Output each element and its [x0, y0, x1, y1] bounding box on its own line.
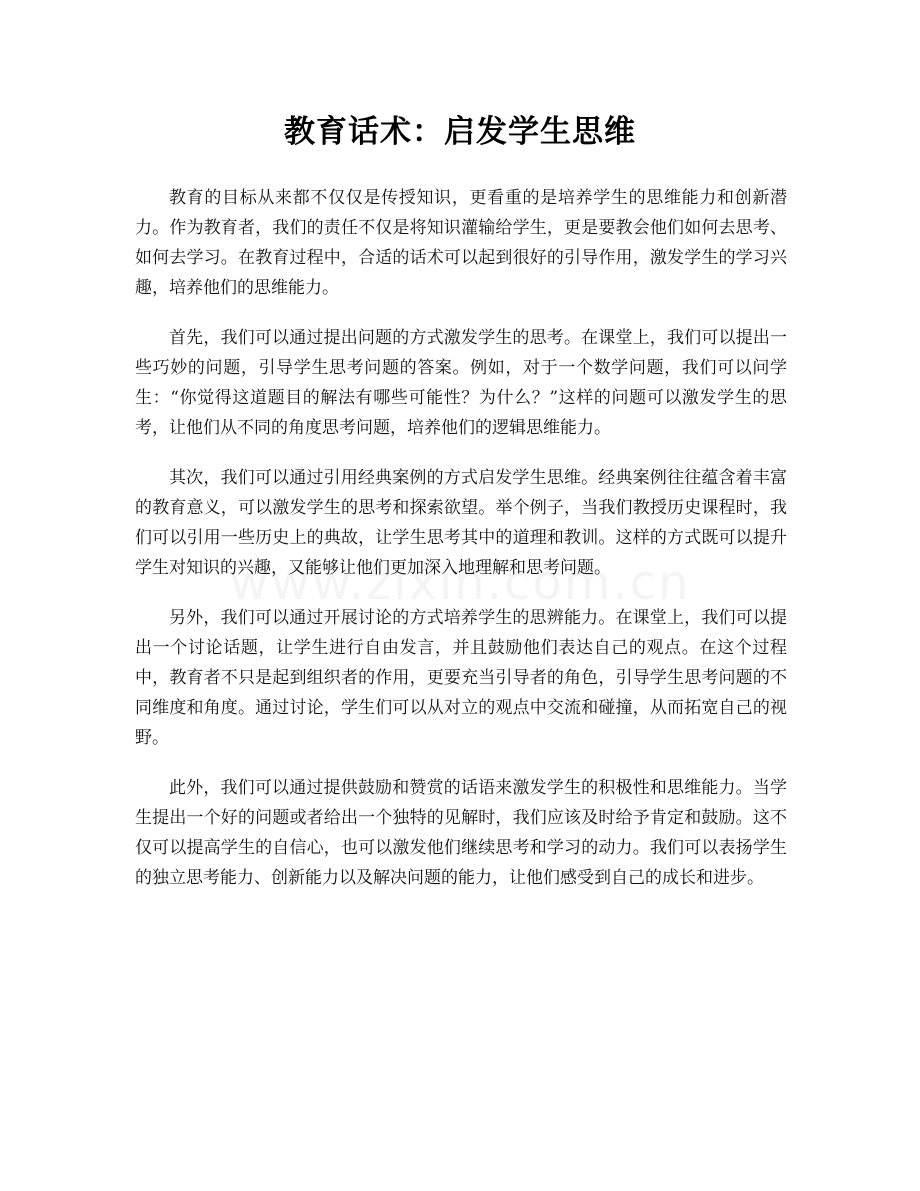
paragraph-4: 另外，我们可以通过开展讨论的方式培养学生的思辨能力。在课堂上，我们可以提出一个讨论话题，让学生进行自由发言，并且鼓励他们表达自己的观点。在这个过程中，教育者不只是起到组织者的作用，更要充当引导者的角色，引导学生思考问题的不同维度和角度。通过讨论，学生们可以从对立的观点中交流和碰撞，从而拓宽自己的视野。 [135, 608, 787, 748]
document-body [135, 183, 787, 913]
document-title: 教育话术：启发学生思维 [284, 114, 636, 150]
paragraph-3: 其次，我们可以通过引用经典案例的方式启发学生思维。经典案例往往蕴含着丰富的教育意义，可以激发学生的思考和探索欲望。举个例子，当我们教授历史课程时，我们可以引用一些历史上的典故，让学生思考其中的道理和教训。这样的方式既可以提升学生对知识的兴趣，又能够让他们更加深入地理解和思考问题。 [135, 468, 787, 578]
paragraph-5: 此外，我们可以通过提供鼓励和赞赏的话语来激发学生的积极性和思维能力。当学生提出一个好的问题或者给出一个独特的见解时，我们应该及时给予肯定和鼓励。这不仅可以提高学生的自信心，也可以激发他们继续思考和学习的动力。我们可以表扬学生的独立思考能力、创新能力以及解决问题的能力，让他们感受到自己的成长和进步。 [135, 778, 787, 888]
paragraph-1: 教育的目标从来都不仅仅是传授知识，更看重的是培养学生的思维能力和创新潜力。作为教育者，我们的责任不仅是将知识灌输给学生，更是要教会他们如何去思考、如何去学习。在教育过程中，合适的话术可以起到很好的引导作用，激发学生的学习兴趣，培养他们的思维能力。 [135, 188, 787, 298]
paragraph-2: 首先，我们可以通过提出问题的方式激发学生的思考。在课堂上，我们可以提出一些巧妙的问题，引导学生思考问题的答案。例如，对于一个数学问题，我们可以问学生：“你觉得这道题目的解法有哪些可能性？为什么？”这样的问题可以激发学生的思考，让他们从不同的角度思考问题，培养他们的逻辑思维能力。 [135, 328, 787, 438]
